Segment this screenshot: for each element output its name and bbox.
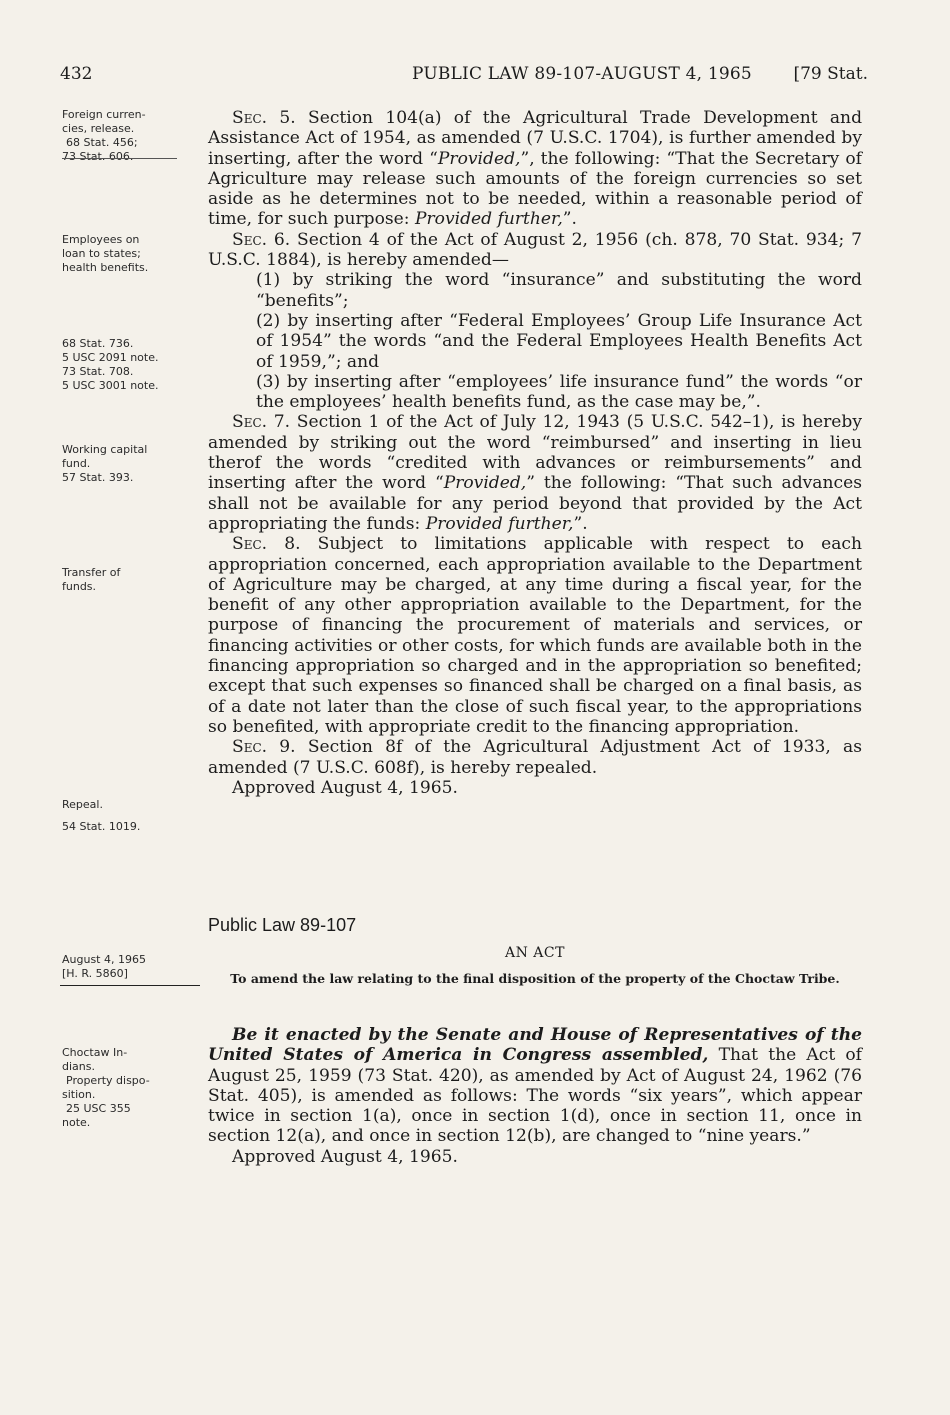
- header-stat: [79 Stat.: [793, 64, 868, 84]
- enacting-clause: [208, 1025, 862, 1147]
- act-text: That the Act of August 25, 1959 (73 Stat. 420), as amended by Act of August 24, 1962 (76 Stat. 405), is amended as follows: The words “six years”, which appear twice in section 1(a), once in section 1(d), once in section 11, once in section 12(a), and once in section 12(b), are changed to “nine years.”: [208, 1045, 862, 1147]
- act-purpose: To amend the law relating to the final disposition of the property of the Choctaw Tribe.: [230, 971, 840, 986]
- margin-line: Employees on: [62, 233, 140, 246]
- section-text: Section 104(a) of the Agricultural Trade Development and Assistance Act of 1954, as amended (7 U.S.C. 1704), is further amended by inserting, after the word “: [208, 108, 863, 169]
- section-5: [208, 108, 862, 230]
- choctaw-act-body: [208, 1025, 862, 1167]
- clause-text: (1) by striking the word “insurance” and substituting the word “benefits”;: [256, 270, 862, 311]
- margin-note-foreign-currencies: [62, 108, 187, 164]
- margin-line: 5 USC 3001 note.: [62, 379, 159, 392]
- margin-note-transfer-funds: [62, 566, 187, 594]
- margin-line: 68 Stat. 456;: [66, 136, 138, 149]
- section-heading: Sec. 5.: [232, 108, 296, 128]
- margin-line: Choctaw In-: [62, 1046, 128, 1059]
- italic-word: Provided further,: [425, 513, 574, 534]
- margin-note-choctaw: [62, 1046, 187, 1130]
- margin-note-date-hr: [62, 953, 187, 981]
- margin-line: 68 Stat. 736.: [62, 337, 134, 350]
- clause-6-3: [208, 372, 862, 413]
- margin-line: 54 Stat. 1019.: [62, 820, 141, 833]
- clause-text: (3) by inserting after “employees’ life insurance fund” the words “or the employees’ health benefits fund, as the case may be,”.: [256, 371, 862, 413]
- page-number: 432: [60, 64, 93, 84]
- clause-6-2: [208, 311, 862, 372]
- margin-line: 5 USC 2091 note.: [62, 351, 159, 364]
- margin-line: 57 Stat. 393.: [62, 471, 134, 484]
- body-text: [208, 108, 862, 798]
- section-text: ”.: [562, 209, 577, 230]
- section-8: [208, 534, 862, 737]
- approved-text: Approved August 4, 1965.: [232, 777, 458, 798]
- section-heading: Sec. 6.: [232, 229, 291, 250]
- margin-line: fund.: [62, 457, 91, 470]
- margin-line: 25 USC 355: [66, 1102, 131, 1115]
- margin-line: loan to states;: [62, 247, 141, 260]
- public-law-number: Public Law 89-107: [208, 915, 357, 935]
- italic-word: Provided,: [437, 148, 521, 169]
- section-heading: Sec. 8.: [232, 534, 301, 555]
- margin-line: funds.: [62, 580, 97, 593]
- margin-note-repeal: [62, 798, 187, 834]
- running-header: [60, 64, 868, 88]
- section-text: ”, the following: “That the Secretary of Agriculture may release such amounts of the foreign currencies so set aside as he determines not to be needed, within a reasonable period of time, for such purpose:: [208, 148, 862, 230]
- margin-line: Transfer of: [62, 566, 121, 579]
- section-text: ” the following: “That such advances shall not be available for any period beyond that provided by the Act appropriating the funds:: [208, 473, 862, 534]
- margin-note-employees-loan: [62, 233, 187, 275]
- section-6: [208, 230, 862, 271]
- section-text: ”.: [573, 513, 588, 534]
- section-heading: Sec. 7.: [232, 412, 291, 433]
- clause-text: (2) by inserting after “Federal Employees’ Group Life Insurance Act of 1954” the words “and the Federal Employees Health Benefits Act of 1959,”; and: [256, 310, 862, 372]
- section-7: [208, 412, 862, 534]
- margin-line: Property dispo-: [66, 1074, 150, 1087]
- margin-line: dians.: [62, 1060, 95, 1073]
- margin-line: Working capital: [62, 443, 148, 456]
- margin-line: note.: [62, 1116, 91, 1129]
- section-text: Section 4 of the Act of August 2, 1956 (ch. 878, 70 Stat. 934; 7 U.S.C. 1884), is hereby amended—: [208, 229, 862, 271]
- margin-divider: [62, 158, 177, 159]
- italic-word: Provided further,: [415, 209, 563, 230]
- margin-line: [H. R. 5860]: [62, 967, 128, 980]
- margin-note-stat-refs: [62, 337, 187, 393]
- section-text: Subject to limitations applicable with respect to each appropriation concerned, each appropriation available to the Department of Agriculture may be charged, at any time during a fiscal year, for the benefit of any other appropriation available to the Department, for the purpose of financing the procurement of materials and services, or financing activities or other costs, for which funds are available both in the financing appropriation so charged and in the appropriation so benefited; except that such expenses so financed shall be charged on a final basis, as of a date not later than the close of such fiscal year, to the appropriations so benefited, with appropriate credit to the financing appropriation.: [208, 534, 862, 737]
- italic-word: Provided,: [443, 473, 527, 494]
- clause-6-1: [208, 270, 862, 311]
- margin-rule: [60, 985, 200, 986]
- margin-line: health benefits.: [62, 261, 149, 274]
- margin-line: Foreign curren-: [62, 108, 146, 121]
- margin-line: 73 Stat. 708.: [62, 365, 134, 378]
- header-title: PUBLIC LAW 89-107-AUGUST 4, 1965: [412, 64, 752, 84]
- section-heading: Sec. 9.: [232, 737, 296, 758]
- section-text: Section 8f of the Agricultural Adjustment Act of 1933, as amended (7 U.S.C. 608f), is hereby repealed.: [208, 737, 862, 778]
- margin-line: Repeal.: [62, 798, 103, 811]
- approved-text: Approved August 4, 1965.: [232, 1146, 458, 1167]
- margin-line: August 4, 1965: [62, 953, 146, 966]
- approved-date-2: [208, 1147, 862, 1167]
- approved-date-1: [208, 778, 862, 798]
- section-9: [208, 737, 862, 778]
- margin-note-working-capital: [62, 443, 187, 485]
- margin-line: cies, release.: [62, 122, 135, 135]
- enacting-text: Be it enacted by the Senate and House of Representatives of the United States of America in Congress assembled,: [208, 1025, 862, 1066]
- margin-line: 73 Stat. 606.: [62, 150, 134, 163]
- margin-line: sition.: [62, 1088, 96, 1101]
- an-act-heading: AN ACT: [505, 945, 565, 961]
- section-text: Section 1 of the Act of July 12, 1943 (5 U.S.C. 542–1), is hereby amended by striking out the word “reimbursed” and inserting in lieu therof the words “credited with advances or reimbursements” and inserting after the word “: [208, 412, 863, 494]
